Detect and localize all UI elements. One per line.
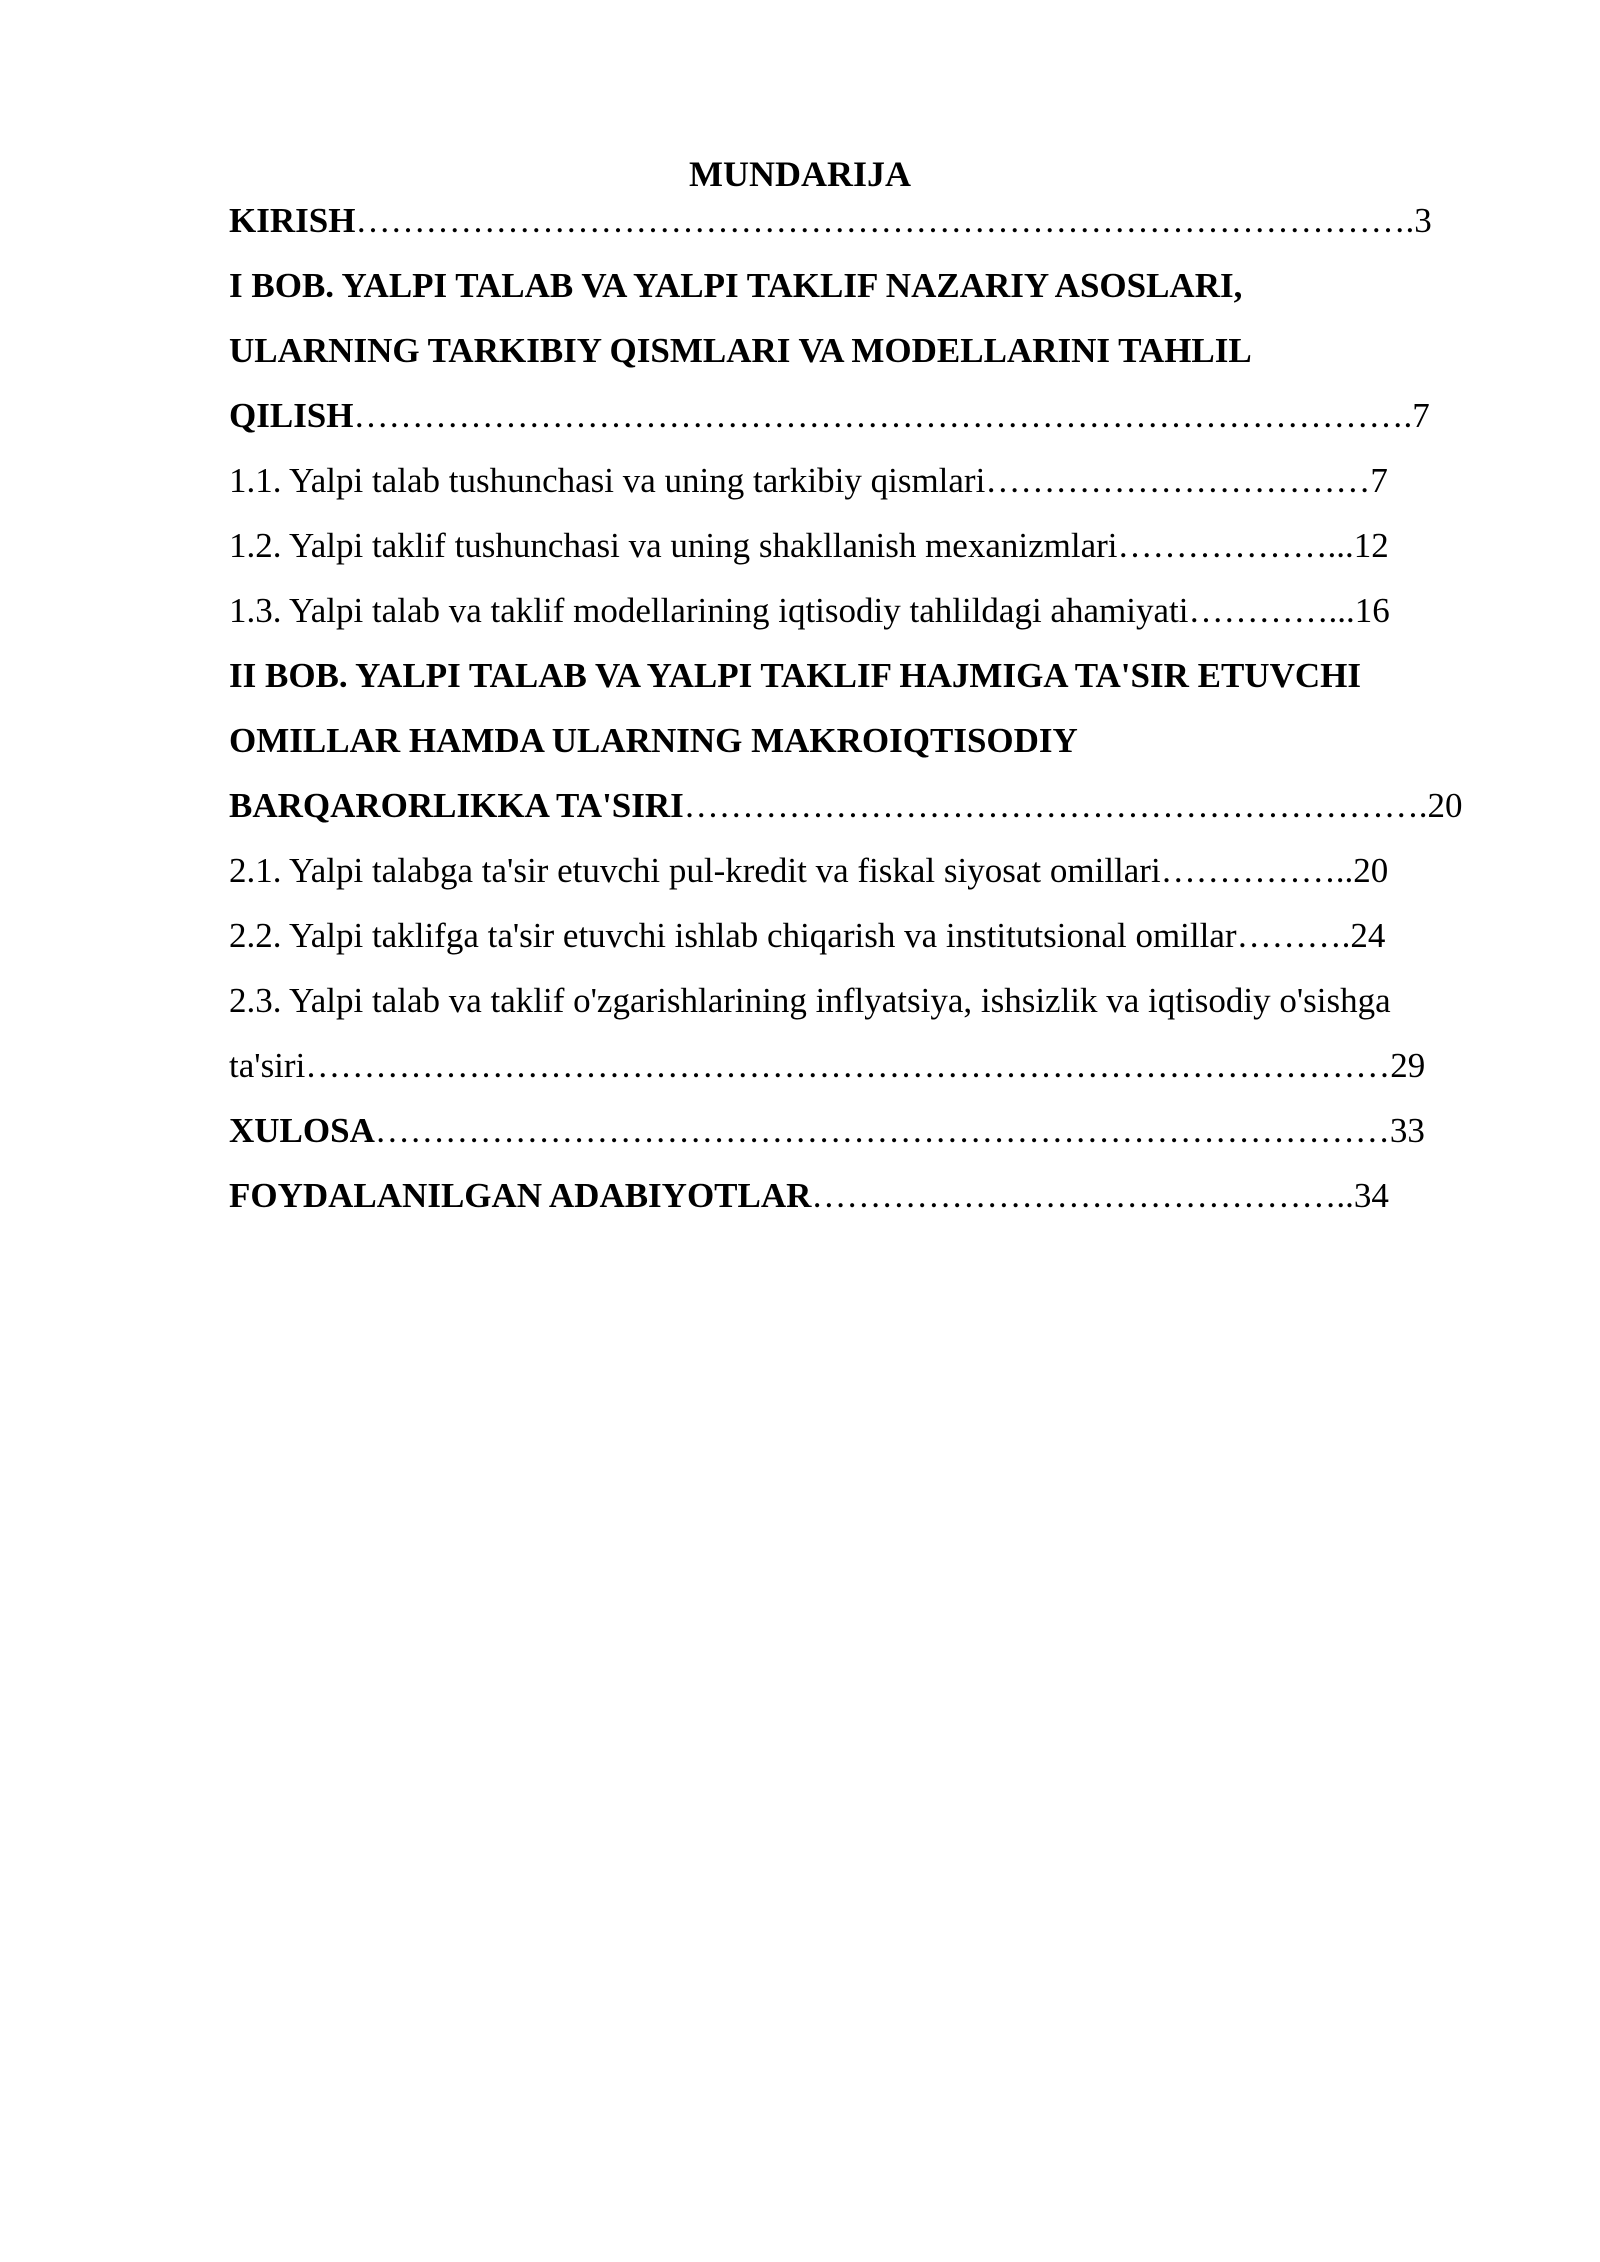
- toc-line-dots: ……………………………: [985, 461, 1371, 500]
- toc-line-dots: ……………………………………………………….: [683, 786, 1428, 825]
- toc-line-2-1: [229, 840, 1487, 902]
- toc-line-2-2: [229, 905, 1487, 967]
- toc-line-text: BARQARORLIKKA TA'SIRI: [229, 786, 684, 825]
- toc-line-1-1: [229, 450, 1487, 512]
- toc-line-adabiyotlar: [229, 1165, 1487, 1227]
- toc-line-dots: ……………..: [1160, 851, 1354, 890]
- toc-line-dots: …………………………………………………………………………………: [305, 1046, 1391, 1085]
- toc-line-text: I BOB. YALPI TALAB VA YALPI TAKLIF NAZARIY ASOSLARI,: [229, 266, 1243, 305]
- toc-line-text: QILISH: [229, 396, 354, 435]
- toc-line-text: ta'siri: [229, 1046, 306, 1085]
- toc-line-dots: …………...: [1188, 591, 1355, 630]
- toc-line-text: 2.3. Yalpi talab va taklif o'zgarishlarining inflyatsiya, ishsizlik va iqtisodiy o'sishga: [229, 981, 1391, 1020]
- toc-line-2-3-a: [229, 970, 1487, 1032]
- toc-line-text: 2.2. Yalpi taklifga ta'sir etuvchi ishlab chiqarish va institutsional omillar: [229, 916, 1237, 955]
- toc-line-page: 16: [1354, 591, 1390, 630]
- toc-line-page: 33: [1389, 1111, 1425, 1150]
- toc-title: MUNDARIJA: [689, 154, 911, 194]
- toc-line-1-3: [229, 580, 1487, 642]
- toc-line-dots: ………………...: [1117, 526, 1354, 565]
- toc-line-text: KIRISH: [229, 201, 356, 240]
- toc-line-page: 12: [1353, 526, 1389, 565]
- toc-line-chapter1-a: [229, 255, 1487, 317]
- toc-line-text: OMILLAR HAMDA ULARNING MAKROIQTISODIY: [229, 721, 1078, 760]
- toc-line-text: FOYDALANILGAN ADABIYOTLAR: [229, 1176, 812, 1215]
- toc-line-page: 24: [1350, 916, 1386, 955]
- toc-line-page: 20: [1353, 851, 1389, 890]
- toc-line-1-2: [229, 515, 1487, 577]
- toc-line-text: 1.2. Yalpi taklif tushunchasi va uning shakllanish mexanizmlari: [229, 526, 1118, 565]
- toc-line-page: 7: [1412, 396, 1430, 435]
- toc-line-kirish: [229, 190, 1487, 252]
- toc-line-text: ULARNING TARKIBIY QISMLARI VA MODELLARINI TAHLIL: [229, 331, 1252, 370]
- toc-line-text: 2.1. Yalpi talabga ta'sir etuvchi pul-kredit va fiskal siyosat omillari: [229, 851, 1161, 890]
- toc-line-dots: ………………………………………..: [811, 1176, 1354, 1215]
- toc-line-page: 20: [1427, 786, 1463, 825]
- toc-line-chapter2-b: [229, 710, 1487, 772]
- toc-line-chapter1-c: [229, 385, 1487, 447]
- toc-line-chapter1-b: [229, 320, 1487, 382]
- toc-line-xulosa: [229, 1100, 1487, 1162]
- toc-line-dots: ……………………………………………………………………………….: [355, 201, 1415, 240]
- toc-line-text: II BOB. YALPI TALAB VA YALPI TAKLIF HAJMIGA TA'SIR ETUVCHI: [229, 656, 1361, 695]
- toc-line-chapter2-c: [229, 775, 1487, 837]
- toc-line-page: 3: [1414, 201, 1432, 240]
- toc-line-page: 29: [1390, 1046, 1426, 1085]
- toc-line-chapter2-a: [229, 645, 1487, 707]
- toc-line-text: 1.1. Yalpi talab tushunchasi va uning tarkibiy qismlari: [229, 461, 986, 500]
- toc-line-text: XULOSA: [229, 1111, 375, 1150]
- toc-line-text: 1.3. Yalpi talab va taklif modellarining iqtisodiy tahlildagi ahamiyati: [229, 591, 1189, 630]
- toc-line-page: 34: [1353, 1176, 1389, 1215]
- toc-line-dots: ……………………………………………………………………………: [374, 1111, 1390, 1150]
- toc-line-dots: ……….: [1236, 916, 1351, 955]
- toc-line-2-3-b: [229, 1035, 1487, 1097]
- toc-line-page: 7: [1370, 461, 1388, 500]
- toc-line-dots: ……………………………………………………………………………….: [353, 396, 1413, 435]
